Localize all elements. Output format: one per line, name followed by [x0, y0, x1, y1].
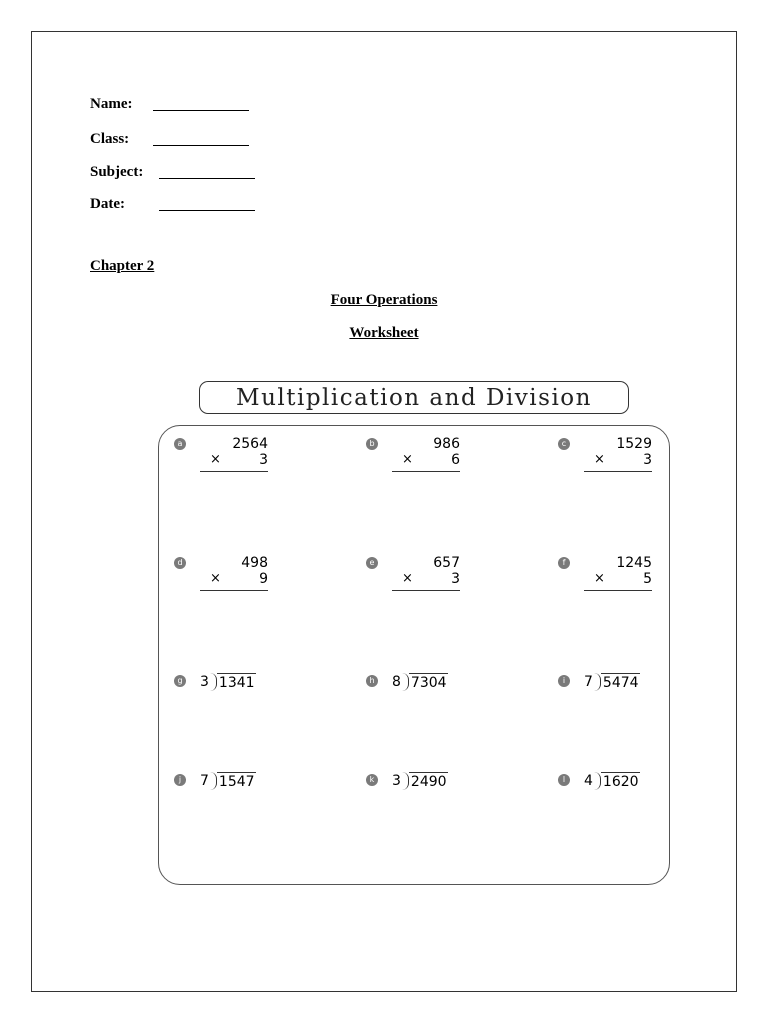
problem-letter-badge: j: [174, 774, 186, 786]
class-label: Class:: [90, 131, 130, 147]
divisor: 7: [200, 773, 209, 789]
multiplier-row: [582, 451, 652, 469]
name-blank-line[interactable]: [153, 110, 249, 111]
multiplier: 6: [451, 452, 460, 468]
long-division: [584, 672, 640, 692]
division-bracket-icon: [594, 673, 601, 691]
division-bracket-icon: [210, 772, 217, 790]
multiplier: 9: [259, 571, 268, 587]
multiplier-row: [390, 451, 460, 469]
name-label: Name:: [90, 96, 133, 112]
division-bracket-icon: [210, 673, 217, 691]
multiplier: 3: [451, 571, 460, 587]
problem-letter-badge: h: [366, 675, 378, 687]
multiply-sign: ×: [210, 452, 221, 467]
answer-line: [200, 590, 268, 591]
multiplicand: 986: [433, 436, 460, 452]
problem-letter-badge: k: [366, 774, 378, 786]
dividend: 7304: [410, 675, 447, 691]
problem-letter-badge: c: [558, 438, 570, 450]
multiplier: 3: [643, 452, 652, 468]
dividend: 5474: [602, 675, 639, 691]
division-bracket-icon: [402, 673, 409, 691]
multiply-sign: ×: [402, 452, 413, 467]
divisor: 3: [200, 674, 209, 690]
divisor: 3: [392, 773, 401, 789]
divisor: 7: [584, 674, 593, 690]
problem-i: [558, 675, 658, 735]
problem-d: [174, 557, 274, 617]
class-field: [90, 129, 129, 149]
divisor: 4: [584, 773, 593, 789]
problem-c: [558, 438, 658, 498]
long-division: [392, 771, 448, 791]
section-banner: Multiplication and Division: [199, 381, 629, 414]
problem-letter-badge: f: [558, 557, 570, 569]
multiplier-row: [198, 451, 268, 469]
problem-k: [366, 774, 466, 834]
long-division: [392, 672, 448, 692]
problem-letter-badge: g: [174, 675, 186, 687]
multiply-sign: ×: [594, 571, 605, 586]
problem-b: [366, 438, 466, 498]
subject-label: Subject:: [90, 164, 144, 180]
dividend: 2490: [410, 774, 447, 790]
problem-a: [174, 438, 274, 498]
name-field: [90, 94, 132, 114]
answer-line: [392, 471, 460, 472]
problem-letter-badge: d: [174, 557, 186, 569]
date-blank-line[interactable]: [159, 210, 255, 211]
multiplier: 5: [643, 571, 652, 587]
class-blank-line[interactable]: [153, 145, 249, 146]
answer-line: [584, 471, 652, 472]
multiplicand: 657: [433, 555, 460, 571]
worksheet-subtitle: Worksheet: [349, 325, 419, 341]
problem-e: [366, 557, 466, 617]
answer-line: [584, 590, 652, 591]
problem-g: [174, 675, 274, 735]
long-division: [200, 771, 256, 791]
multiplicand: 498: [241, 555, 268, 571]
multiplicand: 1529: [616, 436, 652, 452]
long-division: [584, 771, 640, 791]
divisor: 8: [392, 674, 401, 690]
problem-letter-badge: b: [366, 438, 378, 450]
multiplier: 3: [259, 452, 268, 468]
problems-panel: [158, 425, 670, 885]
problem-letter-badge: i: [558, 675, 570, 687]
problem-letter-badge: l: [558, 774, 570, 786]
problem-letter-badge: a: [174, 438, 186, 450]
problem-f: [558, 557, 658, 617]
multiply-sign: ×: [402, 571, 413, 586]
long-division: [200, 672, 256, 692]
date-field: [90, 194, 125, 214]
subject-blank-line[interactable]: [159, 178, 255, 179]
problem-l: [558, 774, 658, 834]
problem-j: [174, 774, 274, 834]
multiplier-row: [198, 570, 268, 588]
date-label: Date:: [90, 196, 125, 212]
worksheet-title: Four Operations: [330, 292, 438, 308]
answer-line: [200, 471, 268, 472]
chapter-heading: Chapter 2: [90, 258, 155, 274]
multiplier-row: [582, 570, 652, 588]
subject-field: [90, 162, 143, 182]
dividend: 1341: [218, 675, 255, 691]
dividend: 1620: [602, 774, 639, 790]
problem-letter-badge: e: [366, 557, 378, 569]
division-bracket-icon: [402, 772, 409, 790]
multiply-sign: ×: [210, 571, 221, 586]
multiplicand: 2564: [232, 436, 268, 452]
division-bracket-icon: [594, 772, 601, 790]
problem-h: [366, 675, 466, 735]
multiplier-row: [390, 570, 460, 588]
multiply-sign: ×: [594, 452, 605, 467]
multiplicand: 1245: [616, 555, 652, 571]
answer-line: [392, 590, 460, 591]
dividend: 1547: [218, 774, 255, 790]
